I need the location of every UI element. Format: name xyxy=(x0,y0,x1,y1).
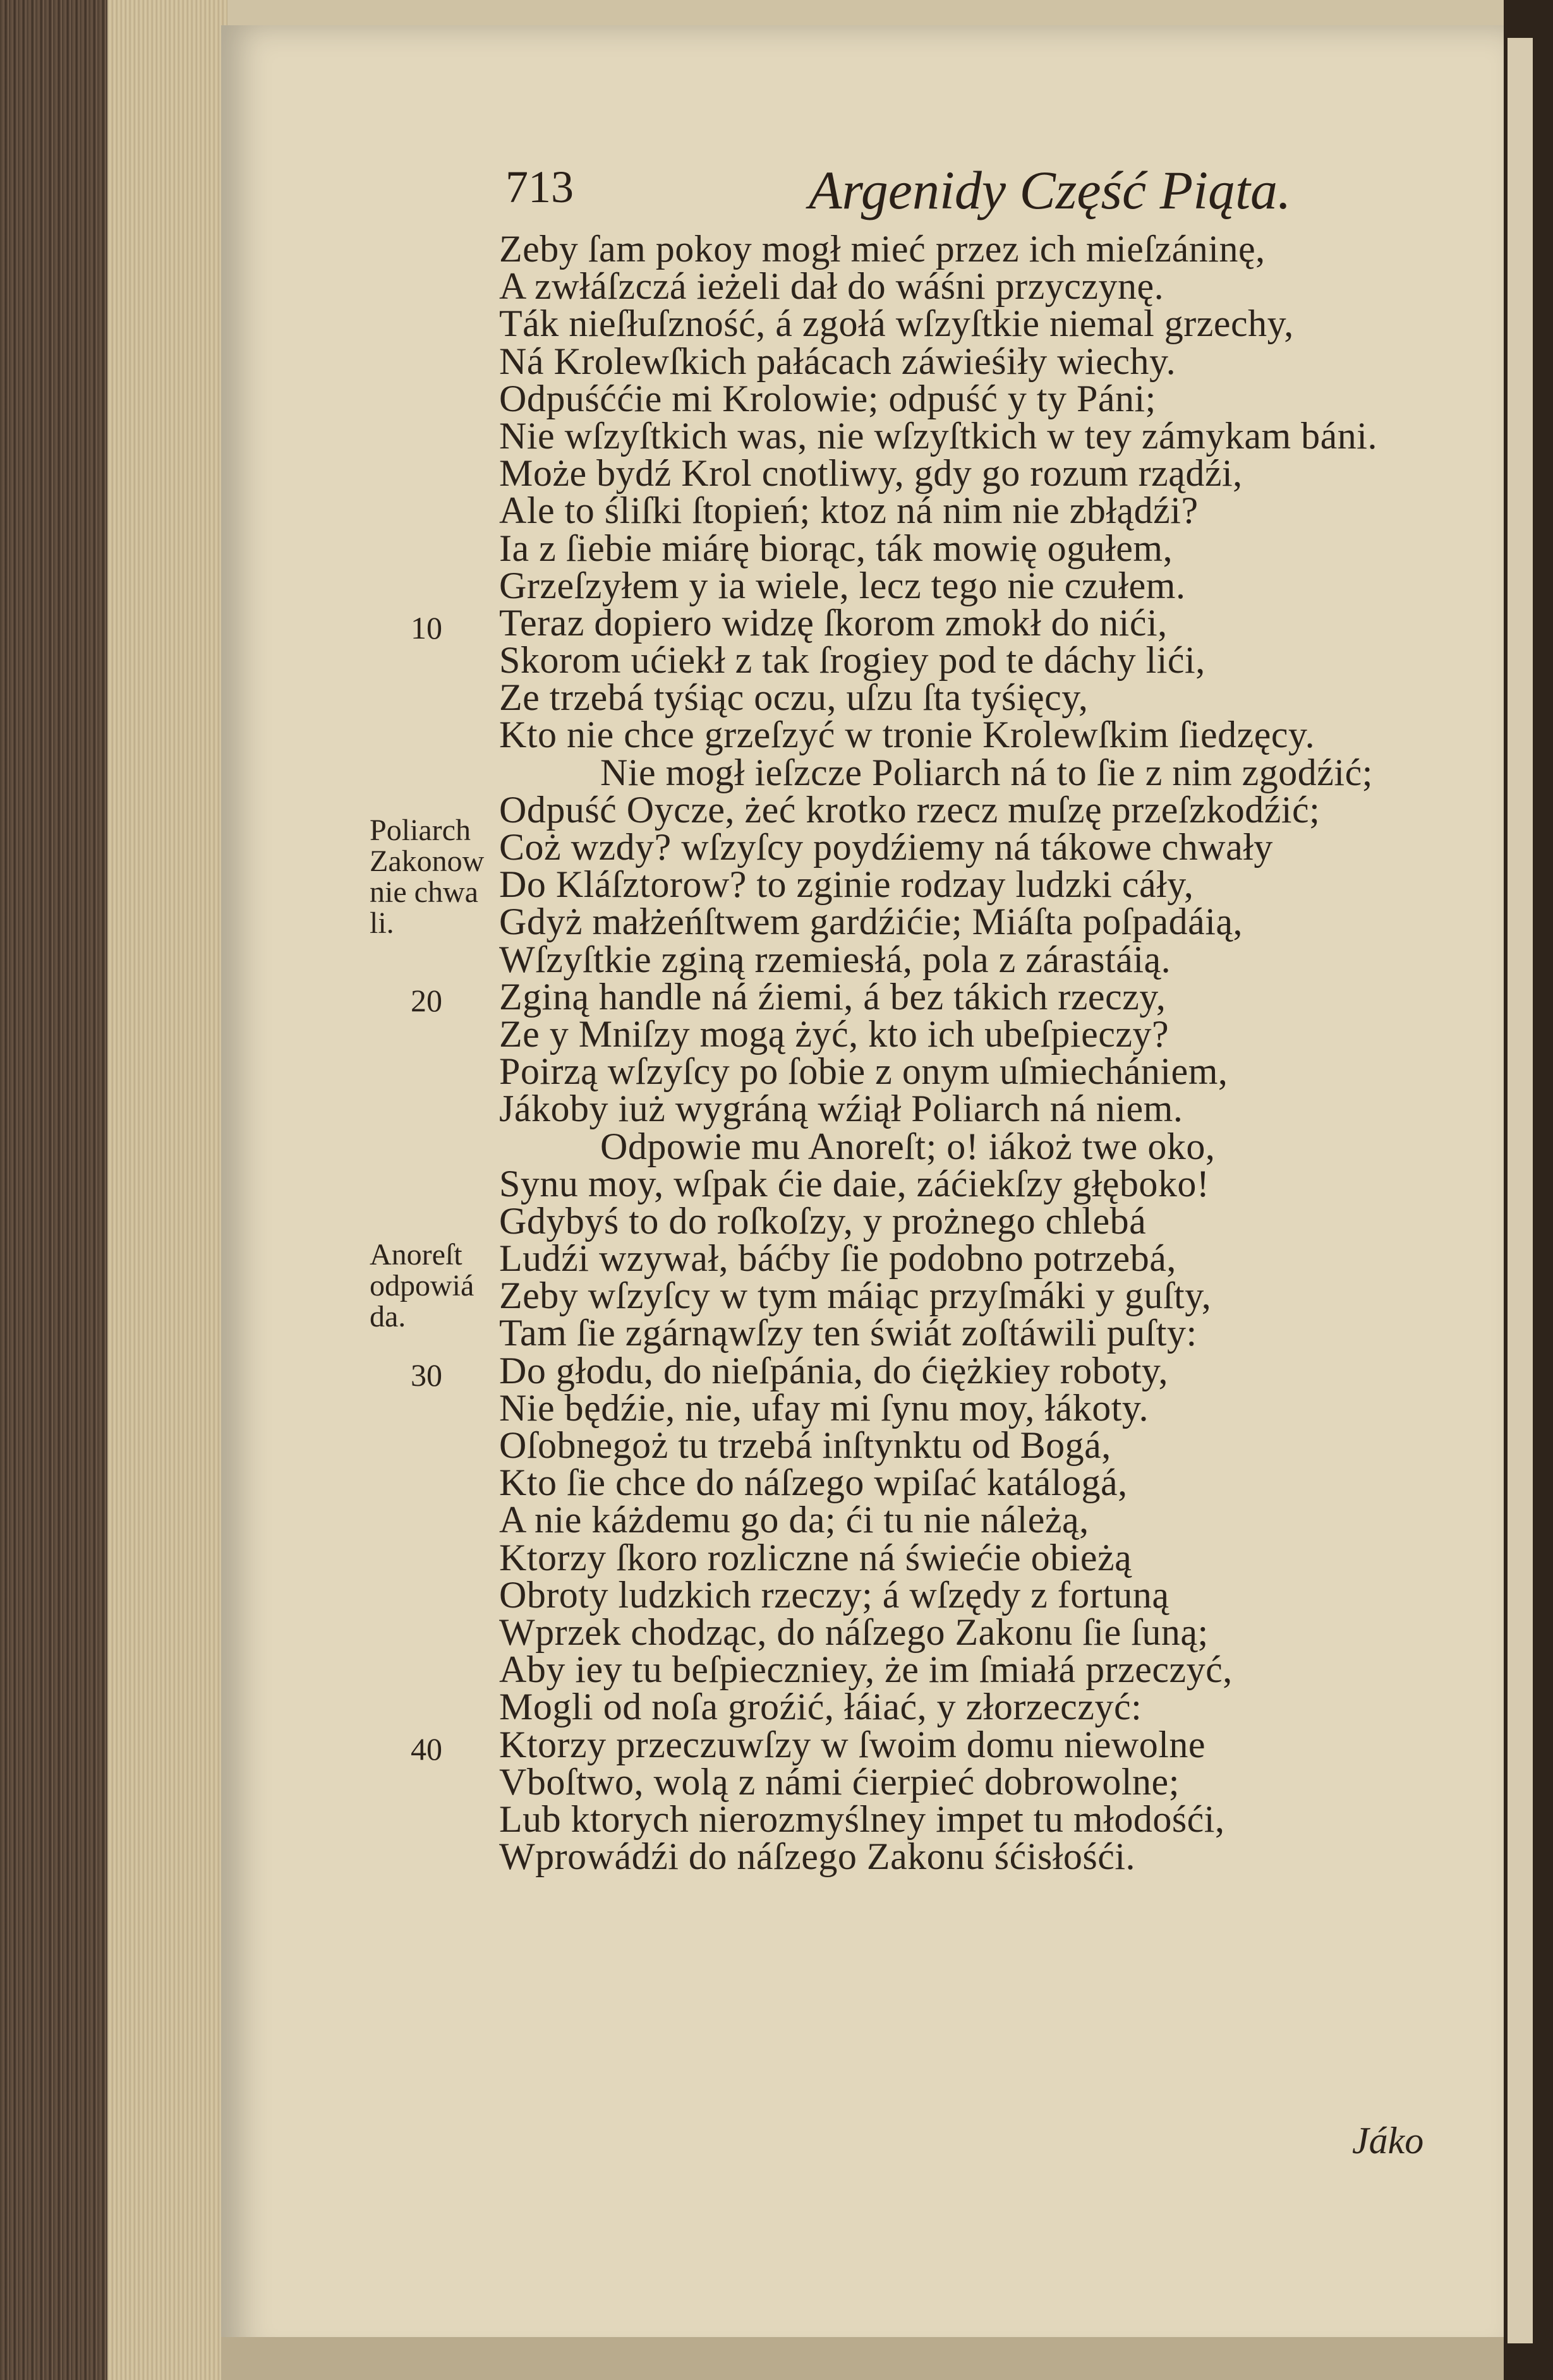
verse-line: A zwłáſzczá ieżeli dał do wáśni przyczynę. xyxy=(499,265,1164,308)
verse-line: Tam ſie zgárnąwſzy ten świát zoſtáwili puſty: xyxy=(499,1312,1197,1354)
verse-line: Ale to śliſki ſtopień; ktoz ná nim nie zbłądźi? xyxy=(499,490,1199,532)
margin-note-anorest xyxy=(370,1239,521,1332)
verse-line: Vboſtwo, wolą z námi ćierpieć dobrowolne; xyxy=(499,1760,1180,1803)
verse-line: Gdyż małżeńſtwem gardźićie; Miáſta poſpadáią, xyxy=(499,901,1243,943)
margin-note-poliarch xyxy=(370,815,521,939)
margin-note-line: odpowiá xyxy=(370,1269,474,1302)
page-header xyxy=(505,161,1365,231)
verse-line: Kto nie chce grzeſzyć w tronie Krolewſkim ſiedzęcy. xyxy=(499,714,1315,756)
verse-line: Ná Krolewſkich pałácach záwieśiły wiechy. xyxy=(499,340,1176,382)
verse-line: Synu moy, wſpak ćie daie, záćiekſzy głęboko! xyxy=(499,1162,1210,1205)
verse-line: Zeby wſzyſcy w tym máiąc przyſmáki y guſty, xyxy=(499,1275,1212,1317)
margin-note-line: Poliarch xyxy=(370,814,471,847)
verse-line: Kto ſie chce do náſzego wpiſać katálogá, xyxy=(499,1462,1128,1504)
catchword: Jáko xyxy=(1352,2120,1424,2161)
line-number: 40 xyxy=(411,1731,442,1767)
verse-line: Nie mogł ieſzcze Poliarch ná to ſie z nim zgodźić; xyxy=(600,751,1373,793)
verse-line: Zeby ſam pokoy mogł mieć przez ich mieſzáninę, xyxy=(499,228,1266,270)
margin-note-line: nie chwa xyxy=(370,875,478,909)
verse-line: Skorom ućiekł z tak ſrogiey pod te dáchy lići, xyxy=(499,639,1206,682)
verse-block xyxy=(499,228,1485,1878)
verse-line: Gdybyś to do roſkoſzy, y prożnego chlebá xyxy=(499,1199,1147,1242)
verse-line: Odpowie mu Anoreſt; o! iákoż twe oko, xyxy=(600,1125,1216,1167)
verse-line: Ludźi wzywał, báćby ſie podobno potrzebá, xyxy=(499,1237,1176,1280)
verse-line: Mogli od noſa groźić, łáiać, y złorzeczyć: xyxy=(499,1686,1142,1728)
verse-line: Jákoby iuż wygráną wźiął Poliarch ná niem. xyxy=(499,1088,1183,1130)
verse-line: Ták nieſłuſzność, á zgołá wſzyſtkie niemal grzechy, xyxy=(499,303,1294,345)
verse-line: Nie będźie, nie, ufay mi ſynu moy, łákoty. xyxy=(499,1386,1149,1429)
page-number: 713 xyxy=(505,162,574,212)
verse-line: Obroty ludzkich rzeczy; á wſzędy z fortuną xyxy=(499,1573,1169,1616)
verse-line: Aby iey tu beſpieczniey, że im ſmiałá przeczyć, xyxy=(499,1649,1233,1691)
verse-line: Do Kláſztorow? to zginie rodzay ludzki cáły, xyxy=(499,863,1194,906)
verse-line: Poirzą wſzyſcy po ſobie z onym uſmiechániem, xyxy=(499,1050,1228,1093)
bottom-margin xyxy=(221,2337,1504,2380)
verse-line: Nie wſzyſtkich was, nie wſzyſtkich w tey zámykam báni. xyxy=(499,414,1377,457)
verse-line: Wprzek chodząc, do náſzego Zakonu ſie ſuną; xyxy=(499,1611,1209,1653)
line-number: 10 xyxy=(411,610,442,646)
running-title: Argenidy Część Piąta. xyxy=(809,160,1291,220)
margin-note-line: li. xyxy=(370,906,394,940)
verse-line: A nie káżdemu go da; ći tu nie náleżą, xyxy=(499,1499,1089,1541)
line-number: 20 xyxy=(411,983,442,1018)
verse-line: Ze y Mniſzy mogą żyć, kto ich ubeſpieczy? xyxy=(499,1013,1169,1055)
verse-line: Ktorzy ſkoro rozliczne ná świećie obieżą xyxy=(499,1536,1132,1578)
verse-line: Lub ktorych nierozmyślney impet tu młodośći, xyxy=(499,1798,1225,1840)
margin-note-line: Zakonow xyxy=(370,844,485,878)
verse-line: Ktorzy przeczuwſzy w ſwoim domu niewolne xyxy=(499,1723,1206,1765)
verse-line: Odpuśććie mi Krolowie; odpuść y ty Páni; xyxy=(499,377,1156,419)
line-number: 30 xyxy=(411,1357,442,1393)
facing-page-strip xyxy=(1508,38,1533,2343)
verse-line: Ia z ſiebie miárę biorąc, ták mowię ogułem, xyxy=(499,527,1173,569)
page-stack xyxy=(107,0,227,2380)
verse-line: Coż wzdy? wſzyſcy poydźiemy ná tákowe chwały xyxy=(499,826,1273,868)
verse-line: Odpuść Oycze, żeć krotko rzecz muſzę przeſzkodźić; xyxy=(499,788,1320,831)
verse-line: Oſobnegoż tu trzebá inſtynktu od Bogá, xyxy=(499,1424,1111,1466)
verse-line: Może bydź Krol cnotliwy, gdy go rozum rządźi, xyxy=(499,452,1243,495)
margin-note-line: Anoreſt xyxy=(370,1238,462,1271)
verse-line: Wprowádźi do náſzego Zakonu śćisłośći. xyxy=(499,1836,1136,1878)
verse-line: Ze trzebá tyśiąc oczu, uſzu ſta tyśięcy, xyxy=(499,676,1089,719)
facing-page-edge xyxy=(1504,0,1553,2380)
verse-line: Grzeſzyłem y ia wiele, lecz tego nie czułem. xyxy=(499,564,1186,606)
verse-line: Zginą handle ná źiemi, á bez tákich rzeczy, xyxy=(499,975,1166,1018)
margin-note-line: da. xyxy=(370,1300,406,1333)
verse-line: Do głodu, do nieſpánia, do ćiężkiey roboty, xyxy=(499,1349,1169,1391)
verse-line: Teraz dopiero widzę ſkorom zmokł do nići, xyxy=(499,601,1168,644)
verse-line: Wſzyſtkie zginą rzemiesłá, pola z zárastáią. xyxy=(499,938,1171,980)
